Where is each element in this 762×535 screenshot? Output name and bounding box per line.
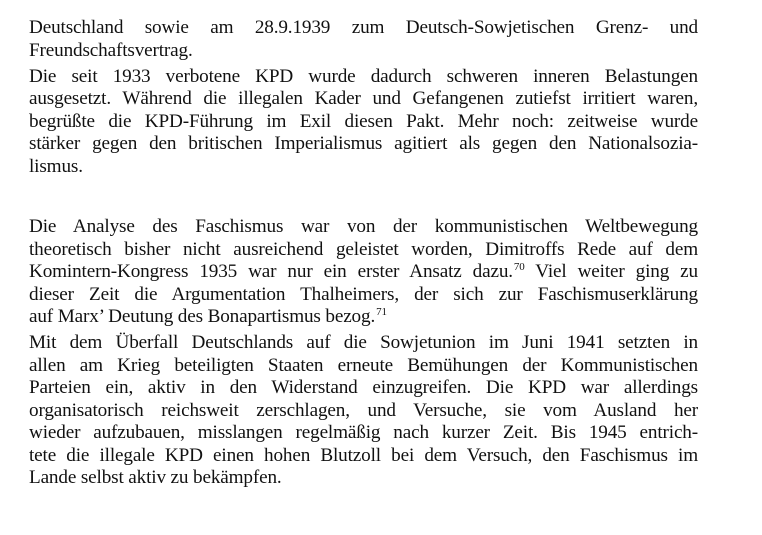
text-line: stärker gegen den britischen Imperialismus agitiert als gegen den Nationalsozia- (29, 133, 698, 154)
text-line: Mit dem Überfall Deutschlands auf die Sowjetunion im Juni 1941 setzten in (29, 332, 698, 353)
paragraph-resistance (29, 332, 698, 490)
footnote-ref-71[interactable]: 71 (376, 306, 387, 318)
text-line: wieder aufzubauen, misslangen regelmäßig nach kurzer Zeit. Bis 1945 entrich- (29, 422, 698, 443)
paragraph-fascism-analysis (29, 216, 698, 329)
text-line (29, 261, 698, 284)
text-line: ausgesetzt. Während die illegalen Kader und Gefangenen zutiefst irritiert waren, (29, 88, 698, 109)
text-line: Die seit 1933 verbotene KPD wurde dadurch schweren inneren Belastungen (29, 65, 698, 87)
paragraph-pact-treaty (29, 17, 698, 62)
text-line: Freundschaftsvertrag. (29, 39, 193, 61)
text-line: allen am Krieg beteiligten Staaten erneute Bemühungen der Kommunistischen (29, 354, 698, 376)
text-segment: auf Marx’ Deutung des Bonapartismus bezog. (29, 306, 376, 327)
text-segment: Komintern-Kongress 1935 war nur ein erster Ansatz dazu. (29, 261, 513, 282)
document-page (29, 17, 698, 490)
text-line: theoretisch bisher nicht ausreichend geleistet worden, Dimitroffs Rede auf dem (29, 238, 698, 260)
text-line: Die Analyse des Faschismus war von der kommunistischen Weltbewegung (29, 216, 698, 237)
text-line: Deutschland sowie am 28.9.1939 zum Deutsch-Sowjetischen Grenz- und (29, 17, 698, 38)
footnote-ref-70[interactable]: 70 (513, 261, 525, 273)
text-line: Lande selbst aktiv zu bekämpfen. (29, 467, 282, 488)
text-line: Parteien ein, aktiv in den Widerstand einzugreifen. Die KPD war allerdings (29, 377, 698, 398)
text-segment: Viel weiter ging zu (524, 261, 698, 282)
text-line: lismus. (29, 155, 83, 177)
text-line: tete die illegale KPD einen hohen Blutzoll bei dem Versuch, den Faschismus im (29, 444, 698, 466)
paragraph-kpd-burden (29, 66, 698, 179)
text-line: begrüßte die KPD-Führung im Exil diesen Pakt. Mehr noch: zeitweise wurde (29, 110, 698, 132)
section-spacing (29, 178, 698, 216)
text-line: organisatorisch reichsweit zerschlagen, und Versuche, sie vom Ausland her (29, 399, 698, 421)
text-line (29, 306, 698, 329)
text-line: dieser Zeit die Argumentation Thalheimers, der sich zur Faschismuserklärung (29, 283, 698, 305)
